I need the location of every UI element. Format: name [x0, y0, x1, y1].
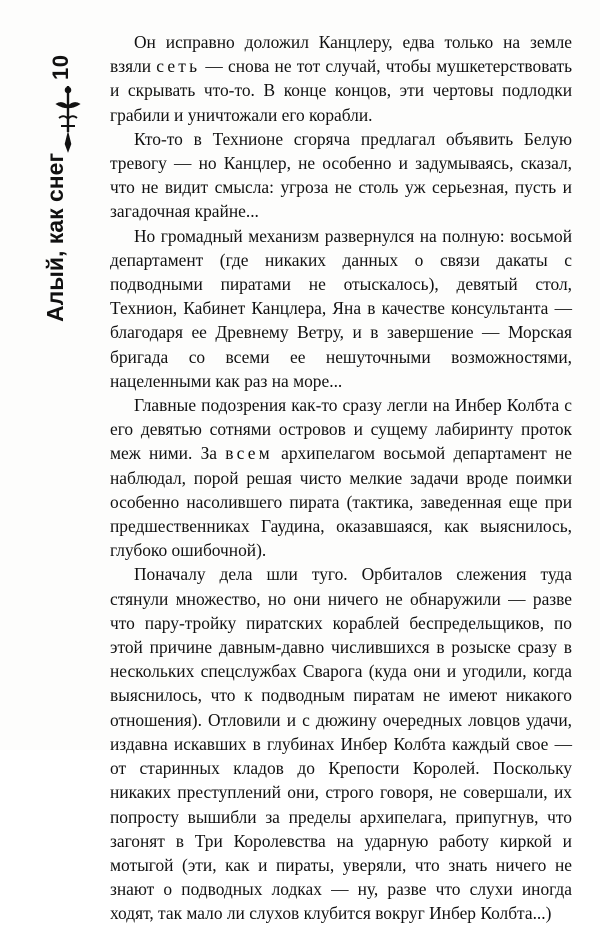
book-title: Алый, как снег [42, 152, 68, 322]
paragraph-3: Но громадный механизм развернулся на полную: восьмой департамент (где никаких данных о связи дакаты с подводными пиратами не отыскалось), девятый стол, Технион, Кабинет Канцлера, Яна в качестве консультанта — благодаря ее Древнему Ветру, и в завершение — Морская бригада со всеми ее нешуточными возможностями, нацеленными как раз на море... [110, 225, 572, 391]
emphasized-word: сеть [156, 56, 201, 77]
emphasized-word: всем [225, 443, 273, 464]
body-text [110, 30, 572, 926]
page-number: 10 [48, 54, 73, 80]
paragraph-4: Главные подозрения как-то сразу легли на Инбер Колбта с его девятью сотнями островов и сущему лабиринту проток меж ними. За всем архипелагом восьмой департамент не наблюдал, порой решая чисто мелкие задачи вроде поимки особенно насолившего пирата (тактика, заведенная еще при предшественниках Гаудина, оказавшаяся, как выяснилось, глубоко ошибочной). [110, 395, 572, 561]
sword-dagger-icon [50, 84, 86, 154]
paragraph-2: Кто-то в Технионе сгоряча предлагал объявить Белую тревогу — но Канцлер, не особенно и задумываясь, сказал, что не видит смысла: угроза не столь уж серьезная, пусть и загадочная крайне... [110, 128, 572, 222]
paragraph-5: Поначалу дела шли туго. Орбиталов слежения туда стянули множество, но они ничего не обнаружили — разве что пару-тройку пиратских кораблей беспредельщиков, по этой причине давным-давно числившихся в розыске сразу в нескольких спецслужбах Сварога (куда они и угодили, когда выяснилось, что к подводным пиратам не имеют никакого отношения). Отловили и с дюжину очередных ловцов удачи, издавна искавших в глубинах Инбер Колбта каждый свое — от старинных кладов до Крепости Королей. Поскольку никаких преступлений они, строго говоря, не совершали, их попросту вышибли за пределы архипелага, припугнув, что загонят в Три Королевства на ударную работу киркой и мотыгой (эти, как и пираты, уверяли, что знать ничего не знают о подводных лодках — ну, разве что слухи иногда ходят, так мало ли слухов клубится вокруг Инбер Колбта...) [110, 564, 572, 924]
paragraph-1: Он исправно доложил Канцлеру, едва только на земле взяли сеть — снова не тот случай, чтобы мушкетерствовать и скрывать что-то. В конце концов, эти чертовы подлодки грабили и уничтожали его корабли. [110, 32, 572, 125]
